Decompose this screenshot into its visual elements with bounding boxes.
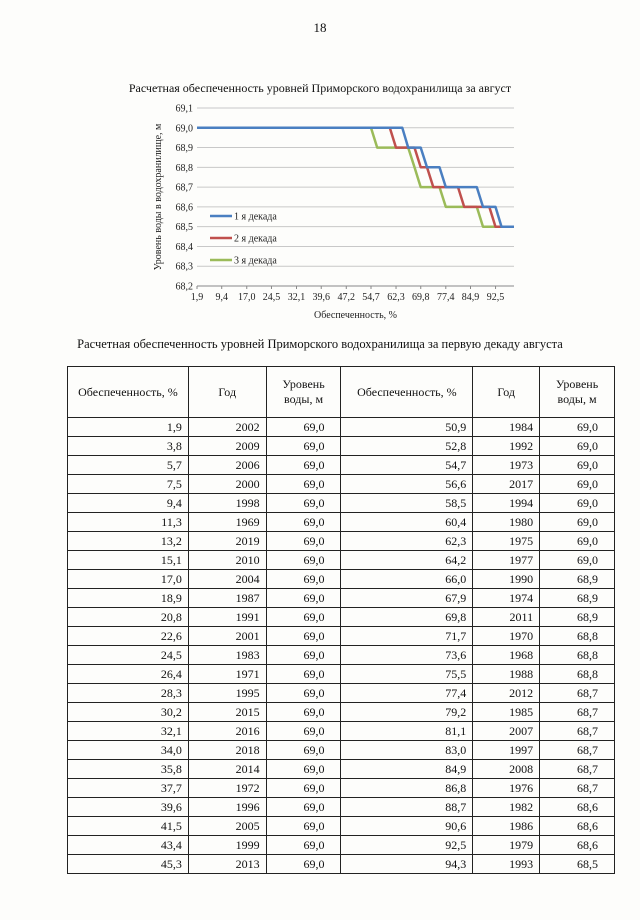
table-row xyxy=(68,551,615,570)
cell-year: 2019 xyxy=(188,532,266,551)
table-row xyxy=(68,741,615,760)
x-tick-label: 32,1 xyxy=(287,292,306,303)
legend-label: 1 я декада xyxy=(234,211,277,223)
cell-year: 1980 xyxy=(473,513,540,532)
cell-year: 2001 xyxy=(188,627,266,646)
cell-probability: 52,8 xyxy=(341,437,473,456)
cell-level: 69,0 xyxy=(266,513,341,532)
cell-year: 1995 xyxy=(188,684,266,703)
cell-level: 68,9 xyxy=(540,608,615,627)
table-row xyxy=(68,779,615,798)
cell-year: 2014 xyxy=(188,760,266,779)
header-year-1: Год xyxy=(188,367,266,418)
cell-probability: 43,4 xyxy=(68,836,189,855)
cell-probability: 20,8 xyxy=(68,608,189,627)
page-number: 18 xyxy=(313,20,327,35)
cell-probability: 92,5 xyxy=(341,836,473,855)
cell-year: 1991 xyxy=(188,608,266,627)
cell-level: 69,0 xyxy=(266,589,341,608)
cell-probability: 88,7 xyxy=(341,798,473,817)
table-row xyxy=(68,456,615,475)
cell-year: 1979 xyxy=(473,836,540,855)
cell-year: 2006 xyxy=(188,456,266,475)
x-tick-label: 84,9 xyxy=(461,292,480,303)
y-tick-label: 68,7 xyxy=(175,182,193,194)
cell-level: 69,0 xyxy=(540,494,615,513)
legend-label: 3 я декада xyxy=(234,255,277,267)
table-row xyxy=(68,475,615,494)
table-row xyxy=(68,437,615,456)
cell-probability: 73,6 xyxy=(341,646,473,665)
cell-year: 1990 xyxy=(473,570,540,589)
cell-year: 1988 xyxy=(473,665,540,684)
cell-level: 68,9 xyxy=(540,570,615,589)
table-title: Расчетная обеспеченность уровней Приморского водохранилища за первую декаду августа xyxy=(77,337,563,351)
cell-year: 2009 xyxy=(188,437,266,456)
cell-probability: 77,4 xyxy=(341,684,473,703)
cell-level: 69,0 xyxy=(266,684,341,703)
cell-probability: 71,7 xyxy=(341,627,473,646)
cell-year: 2004 xyxy=(188,570,266,589)
cell-year: 1987 xyxy=(188,589,266,608)
table-row xyxy=(68,570,615,589)
cell-level: 69,0 xyxy=(266,608,341,627)
table-row xyxy=(68,760,615,779)
table-row xyxy=(68,418,615,437)
probability-table xyxy=(67,366,615,874)
cell-level: 69,0 xyxy=(266,760,341,779)
cell-level: 69,0 xyxy=(266,703,341,722)
cell-probability: 50,9 xyxy=(341,418,473,437)
table-row xyxy=(68,532,615,551)
cell-level: 69,0 xyxy=(266,570,341,589)
cell-year: 1977 xyxy=(473,551,540,570)
cell-level: 68,8 xyxy=(540,627,615,646)
cell-level: 68,6 xyxy=(540,836,615,855)
cell-level: 69,0 xyxy=(266,627,341,646)
y-tick-label: 69,0 xyxy=(175,123,193,135)
x-tick-label: 9,4 xyxy=(215,292,228,303)
header-level-2: Уровень воды, м xyxy=(540,367,615,418)
table-header-row xyxy=(68,367,615,418)
cell-year: 2000 xyxy=(188,475,266,494)
cell-level: 69,0 xyxy=(540,456,615,475)
cell-year: 2013 xyxy=(188,855,266,874)
header-probability-1: Обеспеченность, % xyxy=(68,367,189,418)
table-row xyxy=(68,817,615,836)
cell-probability: 62,3 xyxy=(341,532,473,551)
cell-probability: 1,9 xyxy=(68,418,189,437)
cell-probability: 94,3 xyxy=(341,855,473,874)
cell-year: 1996 xyxy=(188,798,266,817)
chart-title: Расчетная обеспеченность уровней Приморского водохранилища за август xyxy=(128,81,512,95)
cell-year: 1974 xyxy=(473,589,540,608)
cell-level: 69,0 xyxy=(266,665,341,684)
table-row xyxy=(68,608,615,627)
cell-year: 2015 xyxy=(188,703,266,722)
cell-level: 68,6 xyxy=(540,798,615,817)
x-tick-label: 17,0 xyxy=(238,292,256,303)
cell-year: 2011 xyxy=(473,608,540,627)
cell-level: 69,0 xyxy=(540,532,615,551)
cell-year: 1994 xyxy=(473,494,540,513)
cell-year: 1998 xyxy=(188,494,266,513)
cell-probability: 58,5 xyxy=(341,494,473,513)
cell-level: 69,0 xyxy=(266,437,341,456)
cell-year: 2010 xyxy=(188,551,266,570)
cell-year: 2005 xyxy=(188,817,266,836)
x-tick-label: 54,7 xyxy=(362,292,380,303)
cell-level: 68,7 xyxy=(540,760,615,779)
x-tick-label: 92,5 xyxy=(486,292,505,303)
table-row xyxy=(68,855,615,874)
cell-probability: 79,2 xyxy=(341,703,473,722)
table-row xyxy=(68,494,615,513)
cell-probability: 26,4 xyxy=(68,665,189,684)
cell-level: 68,8 xyxy=(540,646,615,665)
cell-probability: 15,1 xyxy=(68,551,189,570)
cell-year: 2012 xyxy=(473,684,540,703)
cell-year: 1984 xyxy=(473,418,540,437)
cell-probability: 66,0 xyxy=(341,570,473,589)
cell-level: 68,7 xyxy=(540,779,615,798)
cell-level: 69,0 xyxy=(266,722,341,741)
cell-probability: 37,7 xyxy=(68,779,189,798)
y-tick-label: 68,6 xyxy=(175,202,193,214)
header-probability-2: Обеспеченность, % xyxy=(341,367,473,418)
cell-probability: 7,5 xyxy=(68,475,189,494)
cell-probability: 64,2 xyxy=(341,551,473,570)
table-row xyxy=(68,589,615,608)
cell-level: 69,0 xyxy=(540,551,615,570)
cell-level: 69,0 xyxy=(266,836,341,855)
cell-level: 68,8 xyxy=(540,665,615,684)
cell-level: 69,0 xyxy=(266,475,341,494)
cell-level: 69,0 xyxy=(266,494,341,513)
x-tick-label: 39,6 xyxy=(312,292,330,303)
cell-probability: 22,6 xyxy=(68,627,189,646)
cell-level: 69,0 xyxy=(540,418,615,437)
cell-probability: 13,2 xyxy=(68,532,189,551)
x-tick-label: 69,8 xyxy=(411,292,430,303)
cell-level: 69,0 xyxy=(266,817,341,836)
cell-level: 69,0 xyxy=(540,513,615,532)
cell-probability: 30,2 xyxy=(68,703,189,722)
cell-year: 1975 xyxy=(473,532,540,551)
cell-probability: 69,8 xyxy=(341,608,473,627)
cell-year: 1982 xyxy=(473,798,540,817)
cell-probability: 41,5 xyxy=(68,817,189,836)
y-axis-label: Уровень воды в водохранилище, м xyxy=(153,123,164,271)
x-tick-label: 62,3 xyxy=(387,292,405,303)
x-tick-label: 1,9 xyxy=(190,292,204,303)
cell-year: 1970 xyxy=(473,627,540,646)
cell-year: 1985 xyxy=(473,703,540,722)
table-row xyxy=(68,684,615,703)
cell-year: 1971 xyxy=(188,665,266,684)
cell-year: 1968 xyxy=(473,646,540,665)
cell-year: 1983 xyxy=(188,646,266,665)
cell-level: 69,0 xyxy=(266,418,341,437)
cell-probability: 86,8 xyxy=(341,779,473,798)
cell-level: 68,6 xyxy=(540,817,615,836)
cell-probability: 83,0 xyxy=(341,741,473,760)
cell-probability: 34,0 xyxy=(68,741,189,760)
x-axis-label: Обеспеченность, % xyxy=(314,310,397,321)
cell-level: 69,0 xyxy=(266,779,341,798)
cell-probability: 24,5 xyxy=(68,646,189,665)
cell-level: 69,0 xyxy=(540,475,615,494)
level-probability-chart xyxy=(0,98,640,328)
cell-year: 2007 xyxy=(473,722,540,741)
cell-level: 68,5 xyxy=(540,855,615,874)
cell-level: 68,7 xyxy=(540,703,615,722)
cell-level: 68,7 xyxy=(540,684,615,703)
y-tick-label: 68,5 xyxy=(175,222,193,234)
cell-year: 1976 xyxy=(473,779,540,798)
cell-probability: 32,1 xyxy=(68,722,189,741)
table-row xyxy=(68,703,615,722)
cell-level: 69,0 xyxy=(266,741,341,760)
cell-year: 1972 xyxy=(188,779,266,798)
y-tick-label: 68,4 xyxy=(175,241,193,253)
cell-probability: 9,4 xyxy=(68,494,189,513)
cell-level: 69,0 xyxy=(266,798,341,817)
cell-year: 1973 xyxy=(473,456,540,475)
x-tick-label: 24,5 xyxy=(262,292,281,303)
cell-probability: 18,9 xyxy=(68,589,189,608)
x-tick-label: 47,2 xyxy=(337,292,356,303)
table-row xyxy=(68,722,615,741)
cell-probability: 28,3 xyxy=(68,684,189,703)
cell-probability: 60,4 xyxy=(341,513,473,532)
cell-probability: 39,6 xyxy=(68,798,189,817)
cell-year: 2002 xyxy=(188,418,266,437)
cell-probability: 45,3 xyxy=(68,855,189,874)
cell-level: 68,7 xyxy=(540,722,615,741)
header-year-2: Год xyxy=(473,367,540,418)
table-row xyxy=(68,665,615,684)
cell-probability: 56,6 xyxy=(341,475,473,494)
cell-probability: 90,6 xyxy=(341,817,473,836)
cell-year: 1986 xyxy=(473,817,540,836)
cell-probability: 67,9 xyxy=(341,589,473,608)
cell-probability: 5,7 xyxy=(68,456,189,475)
cell-level: 69,0 xyxy=(540,437,615,456)
cell-probability: 81,1 xyxy=(341,722,473,741)
cell-year: 2008 xyxy=(473,760,540,779)
table-body xyxy=(68,418,615,874)
cell-year: 2018 xyxy=(188,741,266,760)
cell-level: 69,0 xyxy=(266,646,341,665)
table-row xyxy=(68,513,615,532)
table-row xyxy=(68,627,615,646)
cell-year: 1993 xyxy=(473,855,540,874)
cell-probability: 3,8 xyxy=(68,437,189,456)
cell-level: 68,7 xyxy=(540,741,615,760)
cell-year: 2016 xyxy=(188,722,266,741)
cell-year: 1999 xyxy=(188,836,266,855)
y-tick-label: 68,3 xyxy=(175,261,193,273)
cell-probability: 11,3 xyxy=(68,513,189,532)
cell-year: 1969 xyxy=(188,513,266,532)
table-row xyxy=(68,798,615,817)
cell-probability: 84,9 xyxy=(341,760,473,779)
y-tick-label: 68,2 xyxy=(175,281,193,293)
header-level-1: Уровень воды, м xyxy=(266,367,341,418)
cell-probability: 35,8 xyxy=(68,760,189,779)
cell-year: 1992 xyxy=(473,437,540,456)
table-row xyxy=(68,836,615,855)
table-row xyxy=(68,646,615,665)
cell-year: 2017 xyxy=(473,475,540,494)
cell-year: 1997 xyxy=(473,741,540,760)
cell-level: 69,0 xyxy=(266,532,341,551)
cell-level: 68,9 xyxy=(540,589,615,608)
legend-label: 2 я декада xyxy=(234,233,277,245)
y-tick-label: 68,9 xyxy=(175,143,193,155)
cell-level: 69,0 xyxy=(266,551,341,570)
cell-level: 69,0 xyxy=(266,456,341,475)
y-tick-label: 68,8 xyxy=(175,162,193,174)
cell-level: 69,0 xyxy=(266,855,341,874)
cell-probability: 17,0 xyxy=(68,570,189,589)
cell-probability: 54,7 xyxy=(341,456,473,475)
y-tick-label: 69,1 xyxy=(175,103,193,115)
x-tick-label: 77,4 xyxy=(437,292,455,303)
cell-probability: 75,5 xyxy=(341,665,473,684)
